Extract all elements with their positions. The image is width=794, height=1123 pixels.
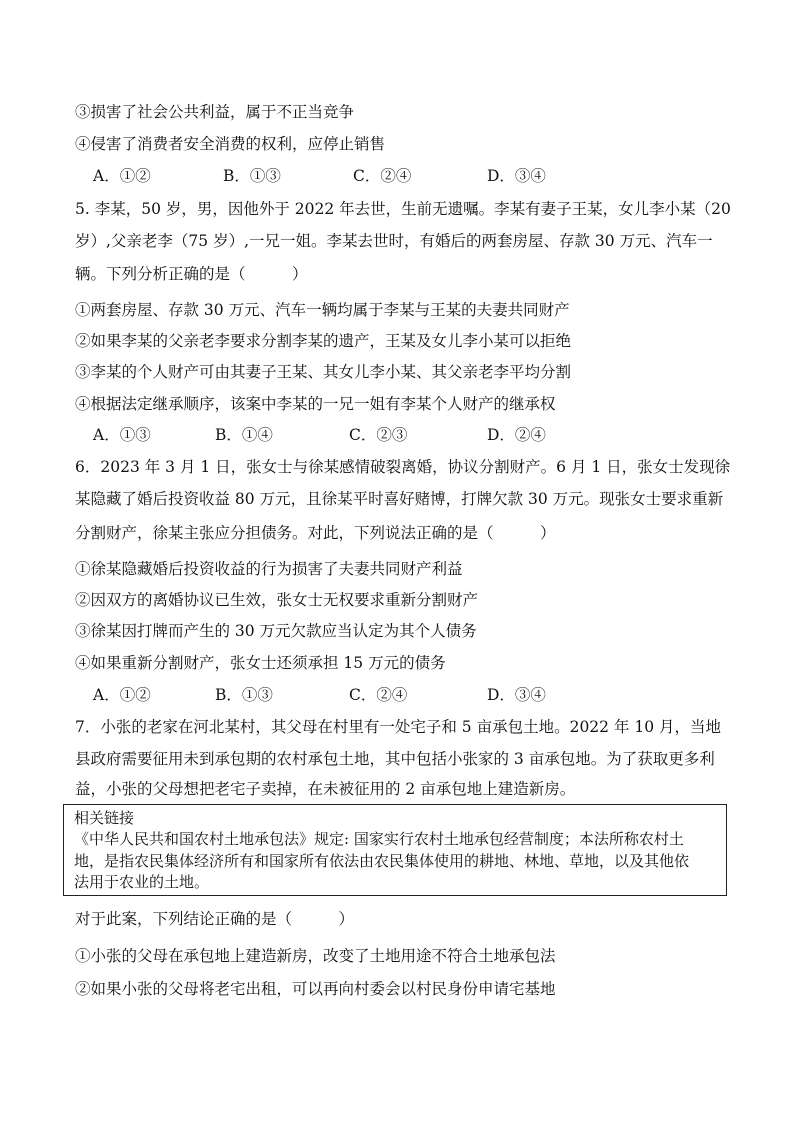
related-link-line-3: 法用于农业的土地。 xyxy=(74,873,210,891)
related-link-line-2: 地，是指农民集体经济所有和国家所有依法由农民集体使用的耕地、林地、草地，以及其他依 xyxy=(74,852,690,870)
q4-statement-3: ③损害了社会公共利益，属于不正当竞争 xyxy=(75,103,355,121)
q4-option-b[interactable]: B．①③ xyxy=(223,167,281,185)
q5-option-c[interactable]: C．②③ xyxy=(349,426,408,444)
q5-stem-line-2: 岁）,父亲老李（75 岁）,一兄一姐。李某去世时，有婚后的两套房屋、存款 30 万元、汽车一 xyxy=(75,232,713,250)
q5-statement-2: ②如果李某的父亲老李要求分割李某的遗产，王某及女儿李小某可以拒绝 xyxy=(75,332,572,350)
q4-option-d[interactable]: D．③④ xyxy=(487,167,546,185)
q6-stem-line-2: 某隐藏了婚后投资收益 80 万元，且徐某平时喜好赌博，打牌欠款 30 万元。现张女士要求重新 xyxy=(75,490,724,508)
related-link-line-1: 《中华人民共和国农村土地承包法》规定: 国家实行农村土地承包经营制度；本法所称农村土 xyxy=(74,830,684,848)
q4-statement-4: ④侵害了消费者安全消费的权利，应停止销售 xyxy=(75,135,386,153)
q5-option-d[interactable]: D．②④ xyxy=(487,426,546,444)
q6-statement-1: ①徐某隐藏婚后投资收益的行为损害了夫妻共同财产利益 xyxy=(75,560,463,578)
q7-stem-line-2: 县政府需要征用未到承包期的农村承包土地，其中包括小张家的 3 亩承包地。为了获取更多利 xyxy=(75,750,715,768)
q6-option-d[interactable]: D．③④ xyxy=(487,686,546,704)
q7-stem-line-3: 益，小张的父母想把老宅子卖掉，在未被征用的 2 亩承包地上建造新房。 xyxy=(75,780,576,798)
related-link-box xyxy=(63,804,727,896)
q4-option-a[interactable]: A．①② xyxy=(93,167,151,185)
q7-statement-1: ①小张的父母在承包地上建造新房，改变了土地用途不符合土地承包法 xyxy=(75,947,556,965)
q7-question: 对于此案，下列结论正确的是（ ） xyxy=(75,910,355,928)
q5-statement-3: ③李某的个人财产可由其妻子王某、其女儿李小某、其父亲老李平均分割 xyxy=(75,363,572,381)
q6-statement-2: ②因双方的离婚协议已生效，张女士无权要求重新分割财产 xyxy=(75,591,479,609)
q6-stem-line-3: 分割财产，徐某主张应分担债务。对此，下列说法正确的是（ ） xyxy=(75,524,556,542)
q7-statement-2: ②如果小张的父母将老宅出租，可以再向村委会以村民身份申请宅基地 xyxy=(75,980,556,998)
q6-statement-3: ③徐某因打牌而产生的 30 万元欠款应当认定为其个人债务 xyxy=(75,622,477,640)
q5-statement-4: ④根据法定继承顺序，该案中李某的一兄一姐有李某个人财产的继承权 xyxy=(75,395,556,413)
q5-stem-line-3: 辆。下列分析正确的是（ ） xyxy=(75,265,308,283)
q4-option-c[interactable]: C．②④ xyxy=(353,167,412,185)
q6-stem-line-1: 6．2023 年 3 月 1 日，张女士与徐某感情破裂离婚，协议分割财产。6 月 1 日，张女士发现徐 xyxy=(75,458,731,476)
q5-option-a[interactable]: A．①③ xyxy=(93,426,151,444)
q5-stem-line-1: 5. 李某，50 岁，男，因他外于 2022 年去世，生前无遗嘱。李某有妻子王某，女儿李小某（20 xyxy=(75,200,731,218)
related-link-title: 相关链接 xyxy=(74,809,135,827)
q6-option-c[interactable]: C．②④ xyxy=(349,686,408,704)
q7-stem-line-1: 7．小张的老家在河北某村，其父母在村里有一处宅子和 5 亩承包土地。2022 年 10 月，当地 xyxy=(75,718,722,736)
q6-statement-4: ④如果重新分割财产，张女士还须承担 15 万元的债务 xyxy=(75,654,446,672)
q5-statement-1: ①两套房屋、存款 30 万元、汽车一辆均属于李某与王某的夫妻共同财产 xyxy=(75,301,570,319)
q5-option-b[interactable]: B．①④ xyxy=(215,426,273,444)
q6-option-a[interactable]: A．①② xyxy=(93,686,151,704)
q6-option-b[interactable]: B．①③ xyxy=(215,686,273,704)
